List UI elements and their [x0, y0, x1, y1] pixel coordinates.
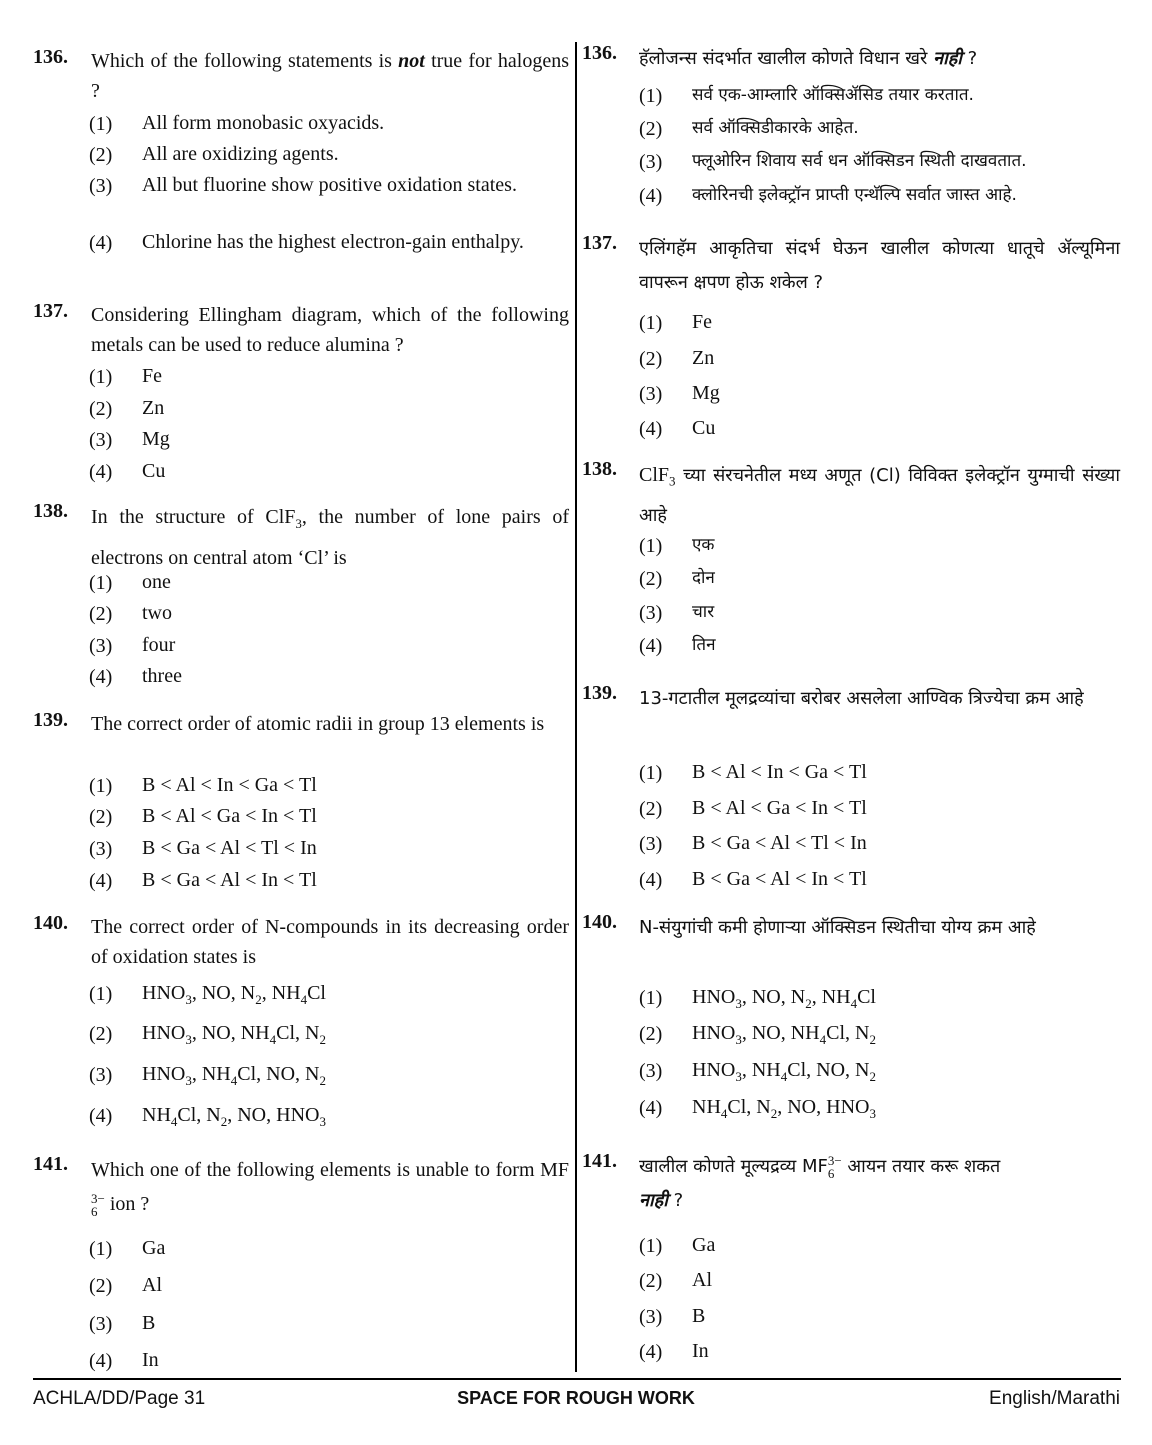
question-141: 141. Which one of the following elements is unable to form MF 3− 6 ion ?	[33, 1153, 569, 1220]
q138m-option-2: (2) दोन	[639, 568, 715, 590]
q139-option-4: (4) B < Ga < Al < In < Tl	[89, 869, 317, 892]
q138m-option-3: (3) चार	[639, 602, 715, 624]
q140m-option-3: (3) $HNO_3$, $NH_4Cl$, NO, $N_2$	[639, 1059, 876, 1084]
q141m-option-2: (2) Al	[639, 1269, 712, 1292]
q141m-option-4: (4) In	[639, 1340, 709, 1363]
question-138: 138. In the structure of ClF$_3$, the number of lone pairs of electrons on central atom ‘Cl’ is	[33, 500, 569, 569]
q138m-option-4: (4) तिन	[639, 635, 716, 657]
q138-option-3: (3) four	[89, 634, 176, 657]
q140-option-1: (1) $HNO_3$, NO, $N_2$, $NH_4Cl$	[89, 982, 326, 1007]
rough-work-label: SPACE FOR ROUGH WORK	[457, 1388, 695, 1408]
q136m-option-1: (1) सर्व एक-आम्लारि ऑक्सिॲसिड तयार करतात.	[639, 85, 974, 107]
q136m-option-4: (4) क्लोरिनची इलेक्ट्रॉन प्राप्ती एन्थॅल्पि सर्वात जास्त आहे.	[639, 185, 1017, 207]
question-139-marathi: 139. 13-गटातील मूलद्रव्यांचा बरोबर असलेला आण्विक त्रिज्येचा क्रम आहे	[582, 682, 1084, 709]
q136-option-3: (3) All but fluorine show positive oxidation states.	[89, 174, 517, 197]
q140-option-4: (4) $NH_4Cl$, $N_2$, NO, $HNO_3$	[89, 1104, 326, 1129]
language-label: English/Marathi	[989, 1388, 1120, 1409]
q139m-option-3: (3) B < Ga < Al < Tl < In	[639, 832, 867, 855]
q138-option-4: (4) three	[89, 665, 182, 688]
q141-option-2: (2) Al	[89, 1274, 162, 1297]
q138-option-2: (2) two	[89, 602, 172, 625]
column-divider	[575, 42, 577, 1372]
question-138-marathi: 138. ClF$_3$ च्या संरचनेतील मध्य अणूत (Cl) विविक्त इलेक्ट्रॉन युग्माची संख्या आहे	[582, 458, 1120, 526]
question-137-marathi: 137. एलिंगहॅम आकृतिचा संदर्भ घेऊन खालील कोणत्या धातूचे ॲल्यूमिना वापरून क्षपण होऊ शकेल ?	[582, 232, 1120, 293]
q139-option-1: (1) B < Al < In < Ga < Tl	[89, 774, 317, 797]
q141-option-4: (4) In	[89, 1349, 159, 1372]
q141-option-1: (1) Ga	[89, 1237, 166, 1260]
question-141-marathi: 141. खालील कोणते मूल्यद्रव्य MF 3− 6 आयन तयार करू शकत नाही ?	[582, 1150, 1001, 1211]
q138-option-1: (1) one	[89, 571, 171, 594]
q137-option-4: (4) Cu	[89, 460, 166, 483]
q141m-option-3: (3) B	[639, 1305, 706, 1328]
q139m-option-1: (1) B < Al < In < Ga < Tl	[639, 761, 867, 784]
q137m-option-3: (3) Mg	[639, 382, 720, 405]
q136m-option-3: (3) फ्लूओरिन शिवाय सर्व धन ऑक्सिडन स्थिती दाखवतात.	[639, 151, 1027, 173]
q140m-option-1: (1) $HNO_3$, NO, $N_2$, $NH_4Cl$	[639, 986, 876, 1011]
q139m-option-4: (4) B < Ga < Al < In < Tl	[639, 868, 867, 891]
q140m-option-4: (4) $NH_4Cl$, $N_2$, NO, $HNO_3$	[639, 1096, 876, 1121]
q138m-option-1: (1) एक	[639, 535, 715, 557]
q136-option-4: (4) Chlorine has the highest electron-gain enthalpy.	[89, 231, 524, 254]
q137-option-3: (3) Mg	[89, 428, 170, 451]
page-code: ACHLA/DD/Page 31	[33, 1388, 206, 1409]
question-140-marathi: 140. N-संयुगांची कमी होणाऱ्या ऑक्सिडन स्थितीचा योग्य क्रम आहे	[582, 911, 1036, 938]
q139-option-2: (2) B < Al < Ga < In < Tl	[89, 805, 317, 828]
q137m-option-1: (1) Fe	[639, 311, 712, 334]
q140m-option-2: (2) $HNO_3$, NO, $NH_4Cl$, $N_2$	[639, 1022, 876, 1047]
q137m-option-2: (2) Zn	[639, 347, 715, 370]
question-136-marathi: 136. हॅलोजन्स संदर्भात खालील कोणते विधान खरे नाही ?	[582, 42, 978, 69]
q136-option-1: (1) All form monobasic oxyacids.	[89, 112, 385, 135]
question-136: 136. Which of the following statements is not true for halogens ?	[33, 46, 569, 102]
q137-option-2: (2) Zn	[89, 397, 165, 420]
question-139: 139. The correct order of atomic radii in group 13 elements is	[33, 709, 545, 735]
q136-option-2: (2) All are oxidizing agents.	[89, 143, 339, 166]
q140-option-2: (2) $HNO_3$, NO, $NH_4Cl$, $N_2$	[89, 1022, 326, 1047]
q136m-option-2: (2) सर्व ऑक्सिडीकारके आहेत.	[639, 118, 859, 140]
q140-option-3: (3) $HNO_3$, $NH_4Cl$, NO, $N_2$	[89, 1063, 326, 1088]
q139-option-3: (3) B < Ga < Al < Tl < In	[89, 837, 317, 860]
q141m-option-1: (1) Ga	[639, 1234, 716, 1257]
footer-rule	[33, 1378, 1121, 1380]
q139m-option-2: (2) B < Al < Ga < In < Tl	[639, 797, 867, 820]
question-140: 140. The correct order of N-compounds in its decreasing order of oxidation states is	[33, 912, 569, 968]
q137m-option-4: (4) Cu	[639, 417, 716, 440]
q141-option-3: (3) B	[89, 1312, 156, 1335]
question-137: 137. Considering Ellingham diagram, which of the following metals can be used to reduce alumina ?	[33, 300, 569, 356]
q137-option-1: (1) Fe	[89, 365, 162, 388]
